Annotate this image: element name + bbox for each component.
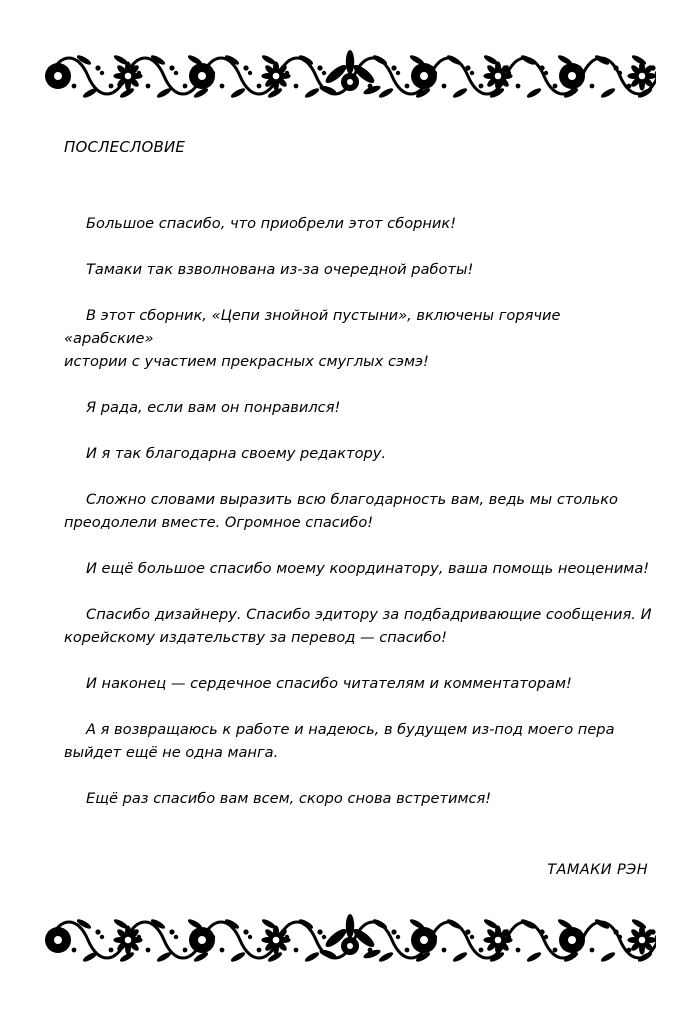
paragraph-3: В этот сборник, «Цепи знойной пустыни», включены горячие «арабские» истории с участием прекрасных смуглых сэмэ!	[64, 307, 561, 370]
author-signature: ТАМАКИ РЭН	[547, 862, 648, 878]
top-floral-border	[44, 46, 656, 106]
afterword-text	[64, 212, 654, 833]
paragraph-6: Сложно словами выразить всю благодарность вам, ведь мы столько преодолели вместе. Огромное спасибо!	[64, 491, 618, 531]
paragraph-9: И наконец — сердечное спасибо читателям и комментаторам!	[86, 675, 572, 692]
paragraph-2: Тамаки так взволнована из-за очередной работы!	[86, 261, 474, 278]
paragraph-8: Спасибо дизайнеру. Спасибо эдитору за подбадривающие сообщения. И корейскому издательству за перевод — спасибо!	[64, 606, 652, 646]
paragraph-1: Большое спасибо, что приобрели этот сборник!	[86, 215, 457, 232]
paragraph-10: А я возвращаюсь к работе и надеюсь, в будущем из-под моего пера выйдет ещё не одна манга.	[64, 721, 615, 761]
paragraph-11: Ещё раз спасибо вам всем, скоро снова встретимся!	[86, 790, 492, 807]
paragraph-5: И я так благодарна своему редактору.	[86, 445, 387, 462]
paragraph-4: Я рада, если вам он понравился!	[86, 399, 341, 416]
bottom-floral-border	[44, 910, 656, 970]
page-title: ПОСЛЕСЛОВИЕ	[64, 138, 186, 156]
paragraph-7: И ещё большое спасибо моему координатору, ваша помощь неоценима!	[86, 560, 650, 577]
